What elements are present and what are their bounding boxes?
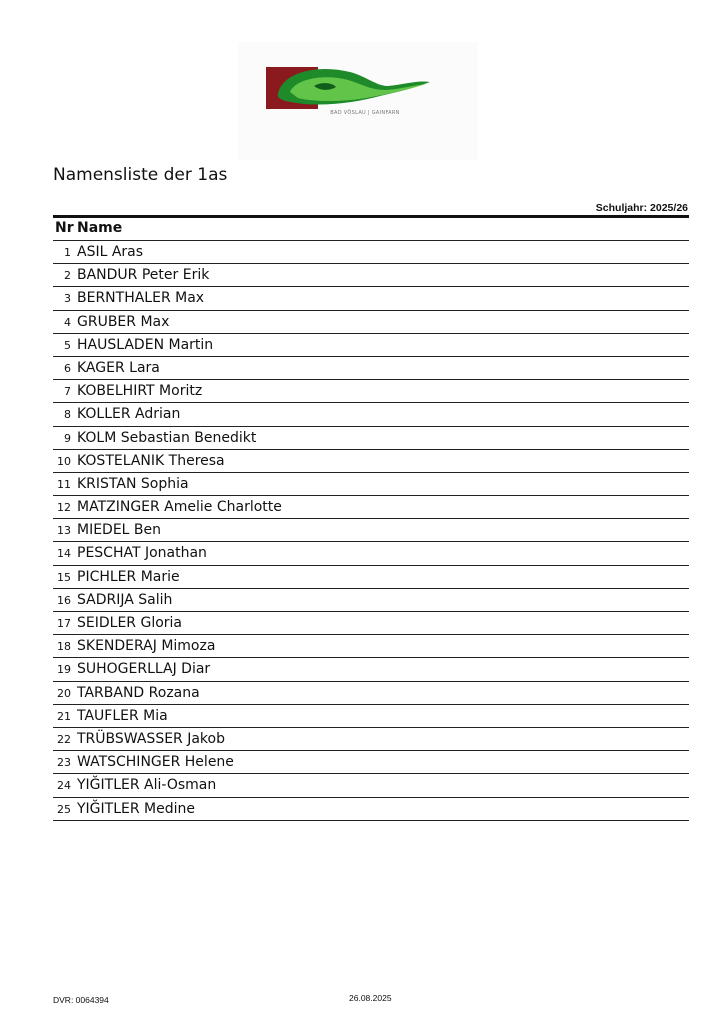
student-name: PESCHAT Jonathan: [77, 545, 207, 562]
table-row: [53, 542, 689, 565]
logo-caption: BAD VÖSLAU | GAINFARN: [330, 110, 400, 116]
school-logo: [238, 42, 478, 160]
row-number: 13: [57, 524, 71, 538]
row-number: 6: [64, 361, 71, 375]
student-name: KAGER Lara: [77, 359, 160, 376]
table-row: [53, 311, 689, 334]
table-row: [53, 635, 689, 658]
table-row: [53, 519, 689, 542]
table-row: [53, 774, 689, 797]
student-name: HAUSLADEN Martin: [77, 336, 214, 353]
student-name: KOLLER Adrian: [77, 406, 181, 423]
student-name: TAUFLER Mia: [77, 707, 168, 724]
logo-emblem-icon: [238, 42, 478, 160]
row-number: 22: [57, 732, 71, 746]
footer-dvr-number: DVR: 0064394: [53, 995, 109, 1005]
row-number: 15: [57, 570, 71, 584]
row-number: 12: [57, 501, 71, 515]
table-row: [53, 751, 689, 774]
row-number: 23: [57, 756, 71, 770]
table-row: [53, 450, 689, 473]
name-list: [53, 241, 689, 821]
row-number: 2: [64, 269, 71, 283]
row-number: 20: [57, 686, 71, 700]
row-number: 21: [57, 709, 71, 723]
row-number: 10: [57, 454, 71, 468]
student-name: KRISTAN Sophia: [77, 475, 189, 492]
student-name: MATZINGER Amelie Charlotte: [77, 499, 282, 516]
row-number: 11: [57, 477, 71, 491]
header-rule: [53, 215, 689, 218]
row-number: 7: [64, 385, 71, 399]
student-name: SKENDERAJ Mimoza: [77, 638, 216, 655]
row-number: 16: [57, 593, 71, 607]
student-name: TRÜBSWASSER Jakob: [77, 730, 225, 747]
student-name: WATSCHINGER Helene: [77, 754, 234, 771]
row-number: 14: [57, 547, 71, 561]
table-row: [53, 728, 689, 751]
column-header-name: Name: [77, 220, 123, 236]
footer-date: 26.08.2025: [349, 993, 392, 1003]
row-number: 9: [64, 431, 71, 445]
table-row: [53, 264, 689, 287]
table-header: [53, 219, 689, 241]
student-name: KOBELHIRT Moritz: [77, 383, 203, 400]
student-name: SEIDLER Gloria: [77, 615, 182, 631]
student-name: YIĞITLER Medine: [77, 800, 195, 817]
table-row: [53, 798, 689, 821]
student-name: SADRIJA Salih: [77, 591, 173, 608]
student-name: YIĞITLER Ali-Osman: [77, 777, 217, 794]
column-header-nr: Nr: [55, 220, 74, 236]
row-number: 19: [57, 663, 71, 677]
row-number: 1: [64, 246, 71, 259]
student-name: GRUBER Max: [77, 313, 170, 330]
row-number: 4: [64, 315, 71, 329]
table-row: [53, 705, 689, 728]
student-name: ASIL Aras: [77, 244, 144, 260]
table-row: [53, 473, 689, 496]
student-name: BERNTHALER Max: [77, 290, 205, 307]
row-number: 25: [57, 802, 71, 816]
student-name: BANDUR Peter Erik: [77, 267, 210, 284]
table-row: [53, 427, 689, 450]
student-name: KOSTELANIK Theresa: [77, 452, 225, 469]
student-name: MIEDEL Ben: [77, 522, 162, 539]
table-row: [53, 403, 689, 426]
student-name: SUHOGERLLAJ Diar: [77, 661, 211, 678]
table-row: [53, 589, 689, 612]
page-title: Namensliste der 1as: [53, 165, 228, 185]
table-row: [53, 241, 689, 264]
row-number: 3: [64, 292, 71, 306]
row-number: 8: [64, 408, 71, 422]
table-row: [53, 380, 689, 403]
table-row: [53, 658, 689, 681]
table-row: [53, 287, 689, 310]
table-row: [53, 682, 689, 705]
row-number: 24: [57, 779, 71, 793]
table-row: [53, 496, 689, 519]
row-number: 17: [57, 617, 71, 630]
student-name: TARBAND Rozana: [77, 684, 200, 701]
school-year: Schuljahr: 2025/26: [595, 202, 688, 214]
student-name: KOLM Sebastian Benedikt: [77, 429, 257, 446]
table-row: [53, 612, 689, 635]
row-number: 5: [64, 338, 71, 352]
table-row: [53, 566, 689, 589]
table-row: [53, 334, 689, 357]
student-name: PICHLER Marie: [77, 568, 180, 585]
row-number: 18: [57, 640, 71, 654]
table-row: [53, 357, 689, 380]
